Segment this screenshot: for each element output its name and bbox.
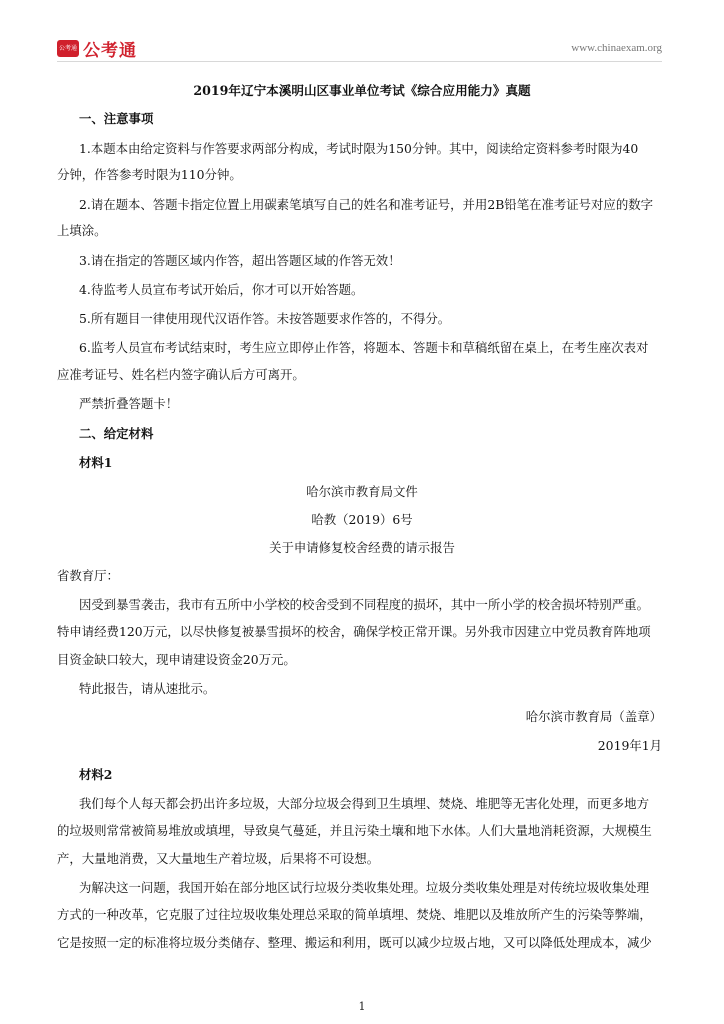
- note-item-3: 3.请在指定的答题区域内作答，超出答题区域的作答无效！: [79, 253, 401, 268]
- note-item-2-line-2: 上填涂。: [57, 223, 107, 238]
- material-1-addressee: 省教育厅：: [57, 568, 119, 583]
- note-item-1-line-1: 1.本题本由给定资料与作答要求两部分构成，考试时限为150分钟。其中，阅读给定资料参考时限为40: [79, 141, 639, 156]
- material-2-p2-line-3: 它是按照一定的标准将垃圾分类储存、整理、搬运和利用，既可以减少垃圾占地，又可以降低处理成本，减少: [57, 935, 652, 950]
- note-item-6-line-1: 6.监考人员宣布考试结束时，考生应立即停止作答，将题本、答题卡和草稿纸留在桌上，在考生座次表对: [79, 340, 649, 355]
- material-1-closing: 特此报告，请从速批示。: [79, 681, 216, 696]
- note-item-1-line-2: 分钟，作答参考时限为110分钟。: [57, 167, 242, 182]
- material-2-p2-line-2: 方式的一种改革，它克服了过往垃圾收集处理总采取的简单填埋、焚烧、堆肥以及堆放所产生的污染等弊端，: [57, 907, 652, 922]
- header-divider: [57, 61, 662, 62]
- material-1-doc-subject: 关于申请修复校舍经费的请示报告: [269, 540, 455, 555]
- document-title: 2019年辽宁本溪明山区事业单位考试《综合应用能力》真题: [193, 83, 531, 98]
- section-heading-materials: 二、给定材料: [79, 426, 154, 441]
- page-header: [57, 30, 662, 60]
- material-2-label: 材料2: [79, 767, 113, 782]
- material-1-signature: 哈尔滨市教育局（盖章）: [525, 709, 662, 724]
- material-1-para-line-3: 目资金缺口较大，现申请建设资金20万元。: [57, 652, 296, 667]
- logo-badge: 公考通: [57, 40, 79, 57]
- material-1-para-line-1: 因受到暴雪袭击，我市有五所中小学校的校舍受到不同程度的损坏，其中一所小学的校舍损坏特别严重。: [79, 597, 649, 612]
- material-2-p2-line-1: 为解决这一问题，我国开始在部分地区试行垃圾分类收集处理。垃圾分类收集处理是对传统垃圾收集处理: [79, 880, 649, 895]
- note-item-2-line-1: 2.请在题本、答题卡指定位置上用碳素笔填写自己的姓名和准考证号，并用2B铅笔在准考证号对应的数字: [79, 197, 653, 212]
- material-2-p1-line-2: 的垃圾则常常被简易堆放或填埋，导致臭气蔓延，并且污染土壤和地下水体。人们大量地消耗资源，大规模生: [57, 823, 652, 838]
- note-item-4: 4.待监考人员宣布考试开始后，你才可以开始答题。: [79, 282, 364, 297]
- material-1-para-line-2: 特申请经费120万元，以尽快修复被暴雪损坏的校舍，确保学校正常开课。另外我市因建立中党员教育阵地项: [57, 624, 651, 639]
- note-item-5: 5.所有题目一律使用现代汉语作答。未按答题要求作答的，不得分。: [79, 311, 451, 326]
- material-2-p1-line-3: 产，大量地消费，又大量地生产着垃圾，后果将不可设想。: [57, 851, 380, 866]
- note-item-6-line-2: 应准考证号、姓名栏内签字确认后方可离开。: [57, 367, 305, 382]
- warning-text: 严禁折叠答题卡！: [79, 396, 179, 411]
- material-1-date: 2019年1月: [597, 738, 662, 753]
- section-heading-notes: 一、注意事项: [79, 111, 154, 126]
- material-2-p1-line-1: 我们每个人每天都会扔出许多垃圾，大部分垃圾会得到卫生填埋、焚烧、堆肥等无害化处理，而更多地方: [79, 796, 649, 811]
- page-number: 1: [358, 1000, 366, 1013]
- material-1-doc-title: 哈尔滨市教育局文件: [306, 484, 418, 499]
- site-url[interactable]: www.chinaexam.org: [571, 42, 662, 54]
- material-1-label: 材料1: [79, 455, 113, 470]
- logo-text: 公考通: [83, 41, 137, 61]
- logo[interactable]: [57, 36, 137, 61]
- material-1-doc-number: 哈教（2019）6号: [311, 512, 413, 527]
